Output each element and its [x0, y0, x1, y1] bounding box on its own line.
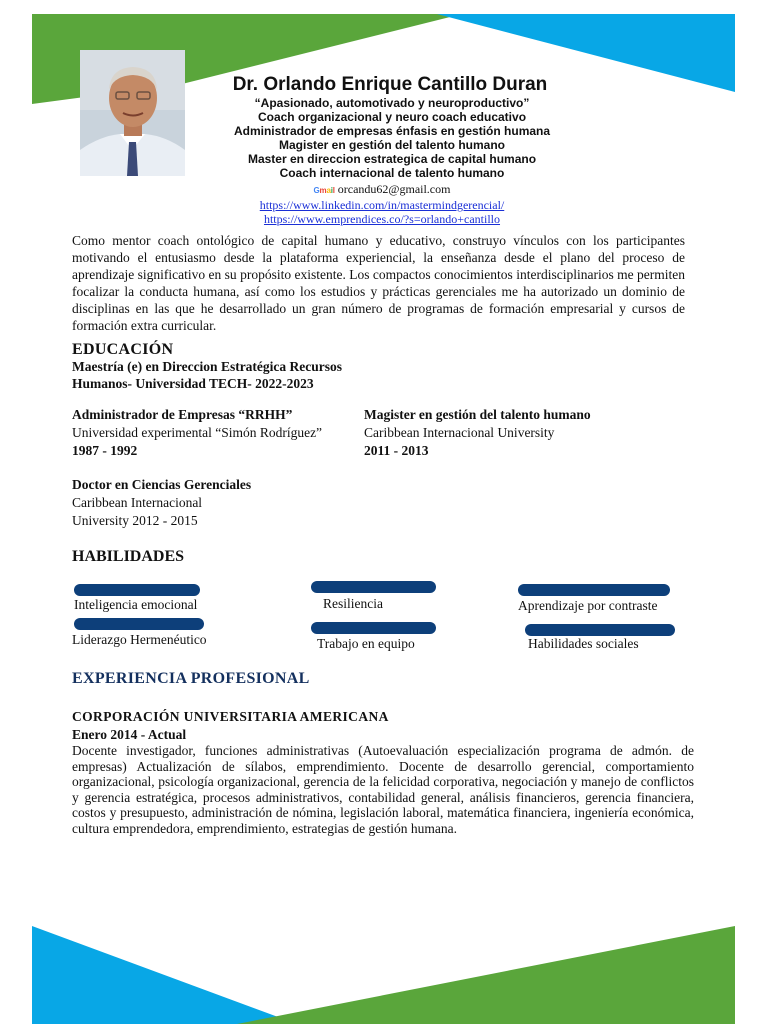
emprendices-link[interactable]: https://www.emprendices.co/?s=orlando+cantillo: [263, 212, 501, 226]
skill-bar-resiliencia: [311, 581, 436, 593]
skill-liderazgo-hermeneutico: Liderazgo Hermenéutico: [72, 632, 207, 647]
education-years: 2011 - 2013: [364, 443, 429, 458]
candidate-name: Dr. Orlando Enrique Cantillo Duran: [232, 74, 548, 95]
education-item-doctor: [72, 476, 372, 530]
tagline-motto: “Apasionado, automotivado y neuroproductivo”: [254, 96, 530, 110]
skill-habilidades-sociales: Habilidades sociales: [528, 636, 639, 651]
education-title: Doctor en Ciencias Gerenciales: [72, 477, 252, 492]
skill-bar-inteligencia: [74, 584, 200, 596]
contact-block: [202, 182, 562, 226]
education-maestria-line1: Maestría (e) en Direccion Estratégica Recursos: [72, 359, 343, 374]
education-title: Magister en gestión del talento humano: [364, 407, 591, 422]
experience-company: CORPORACIÓN UNIVERSITARIA AMERICANA: [72, 709, 389, 724]
skill-bar-habilidades: [525, 624, 675, 636]
profile-summary: Como mentor coach ontológico de capital humano y educativo, construyo vínculos con los participantes motivando el entusiasmo desde la plataforma experiencial, la enseñanza desde el plano del proceso de aprendizaje significativo en su propósito existente. Los compactos conocimientos interdisciplinarios me permiten focalizar la conducta humana, así como los estudios y prácticas gerenciales me ha autorizado un dominio de disciplinas en las que he desarrollado un gran número de programas de formación empresarial y cursos de formación extra curricular.: [72, 233, 685, 333]
email-line: [202, 182, 562, 198]
education-school: Caribbean Internacional University: [364, 425, 555, 440]
experience-description: Docente investigador, funciones administrativas (Autoevaluación especialización programa de admón. de empresas) Actualización de sílabos, emprendimiento. Docente de desarrollo gerencial, comportamiento organizacional, psicología organizacional, gerencia de la felicidad corporativa, negociación y manejo de conflictos y gerencia estratégica, procesos administrativos, contabilidad general, análisis financieros, gerencia financiera, costos y presupuesto, administración de nómina, legislación laboral, matemática financiera, ingeniería económica, cultura emprendedora, emprendimiento, estrategias de gestión humana.: [72, 743, 694, 836]
bottom-blue-shape: [32, 926, 297, 1024]
tagline-international: Coach internacional de talento humano: [279, 166, 505, 180]
resume-page: [32, 14, 735, 1024]
tagline-admin: Administrador de empresas énfasis en gestión humana: [233, 124, 551, 138]
skill-inteligencia-emocional: Inteligencia emocional: [74, 597, 198, 612]
education-maestria-line2: Humanos- Universidad TECH- 2022-2023: [72, 376, 314, 391]
tagline-magister: Magister en gestión del talento humano: [278, 138, 506, 152]
skills-heading: HABILIDADES: [72, 548, 185, 565]
skill-bar-liderazgo: [74, 618, 204, 630]
education-item-maestria: [72, 358, 392, 392]
education-years: 1987 - 1992: [72, 443, 138, 458]
education-item-magister: [364, 406, 664, 460]
experience-heading: EXPERIENCIA PROFESIONAL: [72, 670, 310, 687]
education-school: Caribbean Internacional: [72, 495, 203, 510]
skill-aprendizaje-por-contraste: Aprendizaje por contraste: [518, 598, 658, 613]
education-school: Universidad experimental “Simón Rodríguez”: [72, 425, 323, 440]
education-title: Administrador de Empresas “RRHH”: [72, 407, 293, 422]
skill-bar-aprendizaje: [518, 584, 670, 596]
education-item-administrador: [72, 406, 372, 460]
education-heading: EDUCACIÓN: [72, 341, 174, 358]
experience-period: Enero 2014 - Actual: [72, 727, 187, 742]
tagline-block: [182, 96, 602, 180]
profile-photo: [80, 50, 185, 176]
skill-resiliencia: Resiliencia: [323, 596, 383, 611]
education-school-year: University 2012 - 2015: [72, 513, 198, 528]
linkedin-link[interactable]: https://www.linkedin.com/in/mastermindgerencial/: [259, 198, 505, 212]
tagline-master: Master en direccion estrategica de capital humano: [247, 152, 537, 166]
skill-bar-trabajo: [311, 622, 436, 634]
skill-trabajo-en-equipo: Trabajo en equipo: [317, 636, 415, 651]
bottom-green-shape: [237, 926, 735, 1024]
gmail-icon: Gmail: [313, 186, 335, 195]
email-text[interactable]: orcandu62@gmail.com: [337, 182, 451, 196]
tagline-coach: Coach organizacional y neuro coach educativo: [257, 110, 527, 124]
